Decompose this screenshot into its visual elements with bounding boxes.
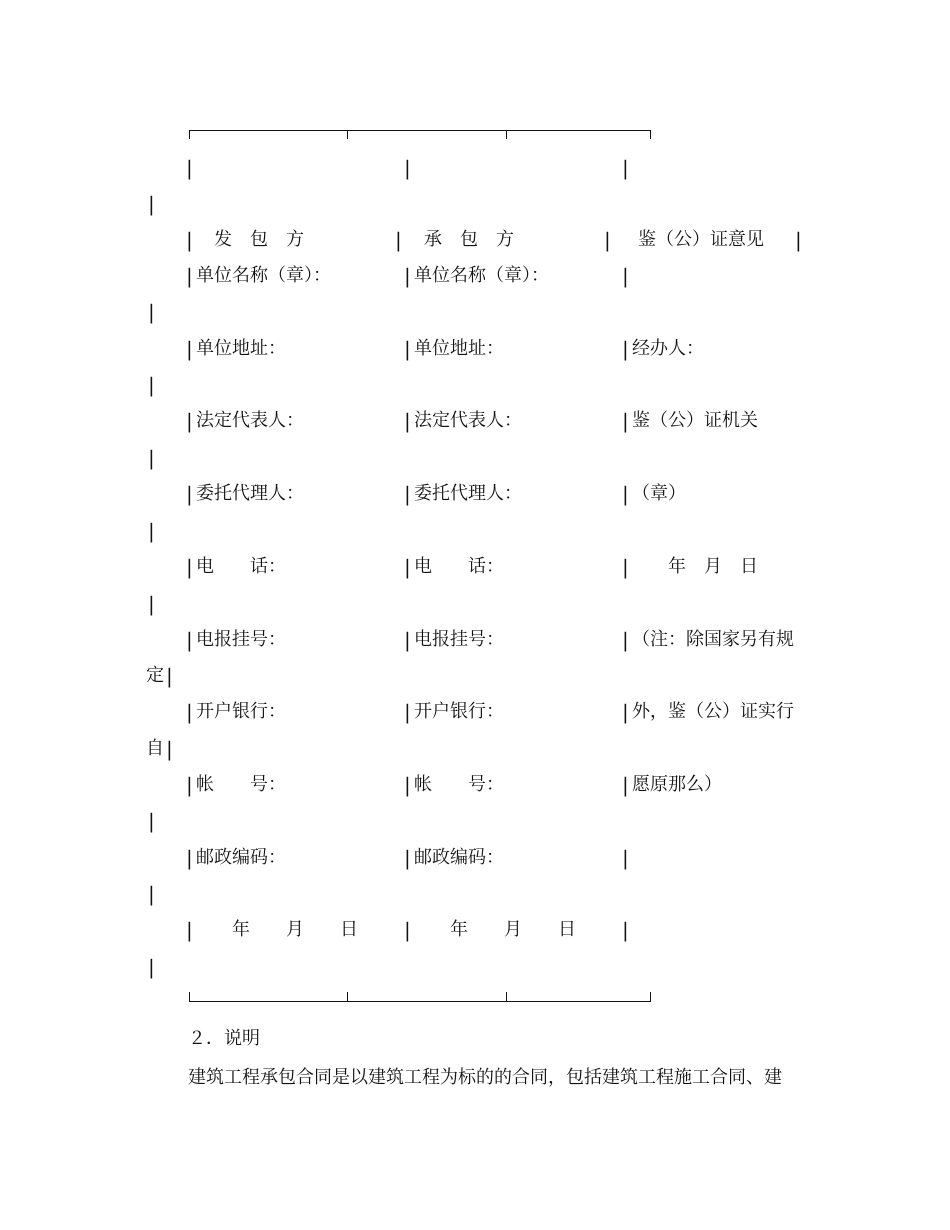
row-end-bar: |	[166, 664, 173, 688]
column-bar: |	[404, 773, 411, 797]
field-note: （注：除国家另有规	[632, 629, 794, 650]
table-top-border	[189, 130, 651, 131]
row-end-bar: |	[148, 300, 155, 324]
field-bank: 开户银行：	[414, 701, 504, 722]
field-telegram: 电报挂号：	[414, 629, 504, 650]
field-date: 年 月 日	[414, 919, 576, 940]
field-note-wrap: 自	[146, 738, 164, 759]
column-bar: |	[404, 337, 411, 361]
field-account: 帐 号：	[196, 774, 286, 795]
row-end-bar: |	[148, 592, 155, 616]
table-bottom-tick	[347, 992, 348, 1001]
field-phone: 电 话：	[196, 556, 286, 577]
field-postcode: 邮政编码：	[414, 847, 504, 868]
table-top-tick	[189, 130, 190, 139]
row-end-bar: |	[148, 955, 155, 979]
row-end-bar: |	[148, 519, 155, 543]
column-bar: |	[404, 409, 411, 433]
field-handler: 经办人：	[632, 338, 704, 359]
field-bank: 开户银行：	[196, 701, 286, 722]
field-unit-address: 单位地址：	[196, 338, 286, 359]
column-bar: |	[186, 337, 193, 361]
field-legal-rep: 法定代表人：	[414, 410, 522, 431]
table-bottom-border	[189, 1001, 651, 1002]
section-heading: ２．说明	[188, 1028, 260, 1049]
field-note-wrap: 定	[146, 665, 164, 686]
field-note: 愿原那么）	[632, 774, 722, 795]
column-bar: |	[186, 156, 193, 180]
column-bar: |	[404, 156, 411, 180]
table-bottom-tick	[650, 992, 651, 1001]
column-bar: |	[622, 555, 629, 579]
column-bar: |	[622, 846, 629, 870]
field-account: 帐 号：	[414, 774, 504, 795]
column-bar: |	[622, 700, 629, 724]
column-bar: |	[622, 773, 629, 797]
column-bar: |	[186, 228, 193, 252]
table-top-tick	[347, 130, 348, 139]
column-bar: |	[622, 482, 629, 506]
field-phone: 电 话：	[414, 556, 504, 577]
field-unit-name: 单位名称（章）：	[414, 265, 549, 286]
column-bar: |	[404, 482, 411, 506]
header-party-b: 承 包 方	[424, 229, 514, 250]
header-party-a: 发 包 方	[214, 229, 304, 250]
column-bar: |	[622, 264, 629, 288]
column-bar: |	[186, 482, 193, 506]
field-telegram: 电报挂号：	[196, 629, 286, 650]
table-top-tick	[650, 130, 651, 139]
column-bar: |	[186, 409, 193, 433]
field-legal-rep: 法定代表人：	[196, 410, 304, 431]
column-bar: |	[186, 628, 193, 652]
row-end-bar: |	[148, 192, 155, 216]
column-bar: |	[186, 846, 193, 870]
column-bar: |	[186, 555, 193, 579]
field-postcode: 邮政编码：	[196, 847, 286, 868]
table-bottom-tick	[506, 992, 507, 1001]
column-bar: |	[622, 337, 629, 361]
field-unit-name: 单位名称（章）：	[196, 265, 331, 286]
column-bar: |	[404, 700, 411, 724]
column-bar: |	[622, 628, 629, 652]
column-bar: |	[186, 918, 193, 942]
table-bottom-tick	[189, 992, 190, 1001]
row-end-bar: |	[148, 882, 155, 906]
field-notary-date: 年 月 日	[632, 556, 758, 577]
column-bar: |	[622, 409, 629, 433]
row-end-bar: |	[148, 809, 155, 833]
column-bar: |	[186, 264, 193, 288]
column-bar: |	[404, 555, 411, 579]
table-top-tick	[506, 130, 507, 139]
row-end-bar: |	[148, 373, 155, 397]
column-bar: |	[795, 228, 802, 252]
column-bar: |	[404, 628, 411, 652]
row-end-bar: |	[166, 737, 173, 761]
column-bar: |	[404, 846, 411, 870]
section-paragraph: 建筑工程承包合同是以建筑工程为标的的合同，包括建筑工程施工合同、建	[188, 1067, 782, 1088]
field-notary-authority: 鉴（公）证机关	[632, 410, 758, 431]
field-note: 外，鉴（公）证实行	[632, 701, 794, 722]
column-bar: |	[604, 228, 611, 252]
column-bar: |	[622, 156, 629, 180]
field-unit-address: 单位地址：	[414, 338, 504, 359]
field-agent: 委托代理人：	[414, 483, 522, 504]
column-bar: |	[404, 918, 411, 942]
column-bar: |	[186, 773, 193, 797]
column-bar: |	[186, 700, 193, 724]
header-notarization: 鉴（公）证意见	[638, 229, 764, 250]
column-bar: |	[395, 228, 402, 252]
field-agent: 委托代理人：	[196, 483, 304, 504]
field-date: 年 月 日	[196, 919, 358, 940]
column-bar: |	[404, 264, 411, 288]
field-seal: （章）	[632, 483, 686, 504]
row-end-bar: |	[148, 446, 155, 470]
column-bar: |	[622, 918, 629, 942]
